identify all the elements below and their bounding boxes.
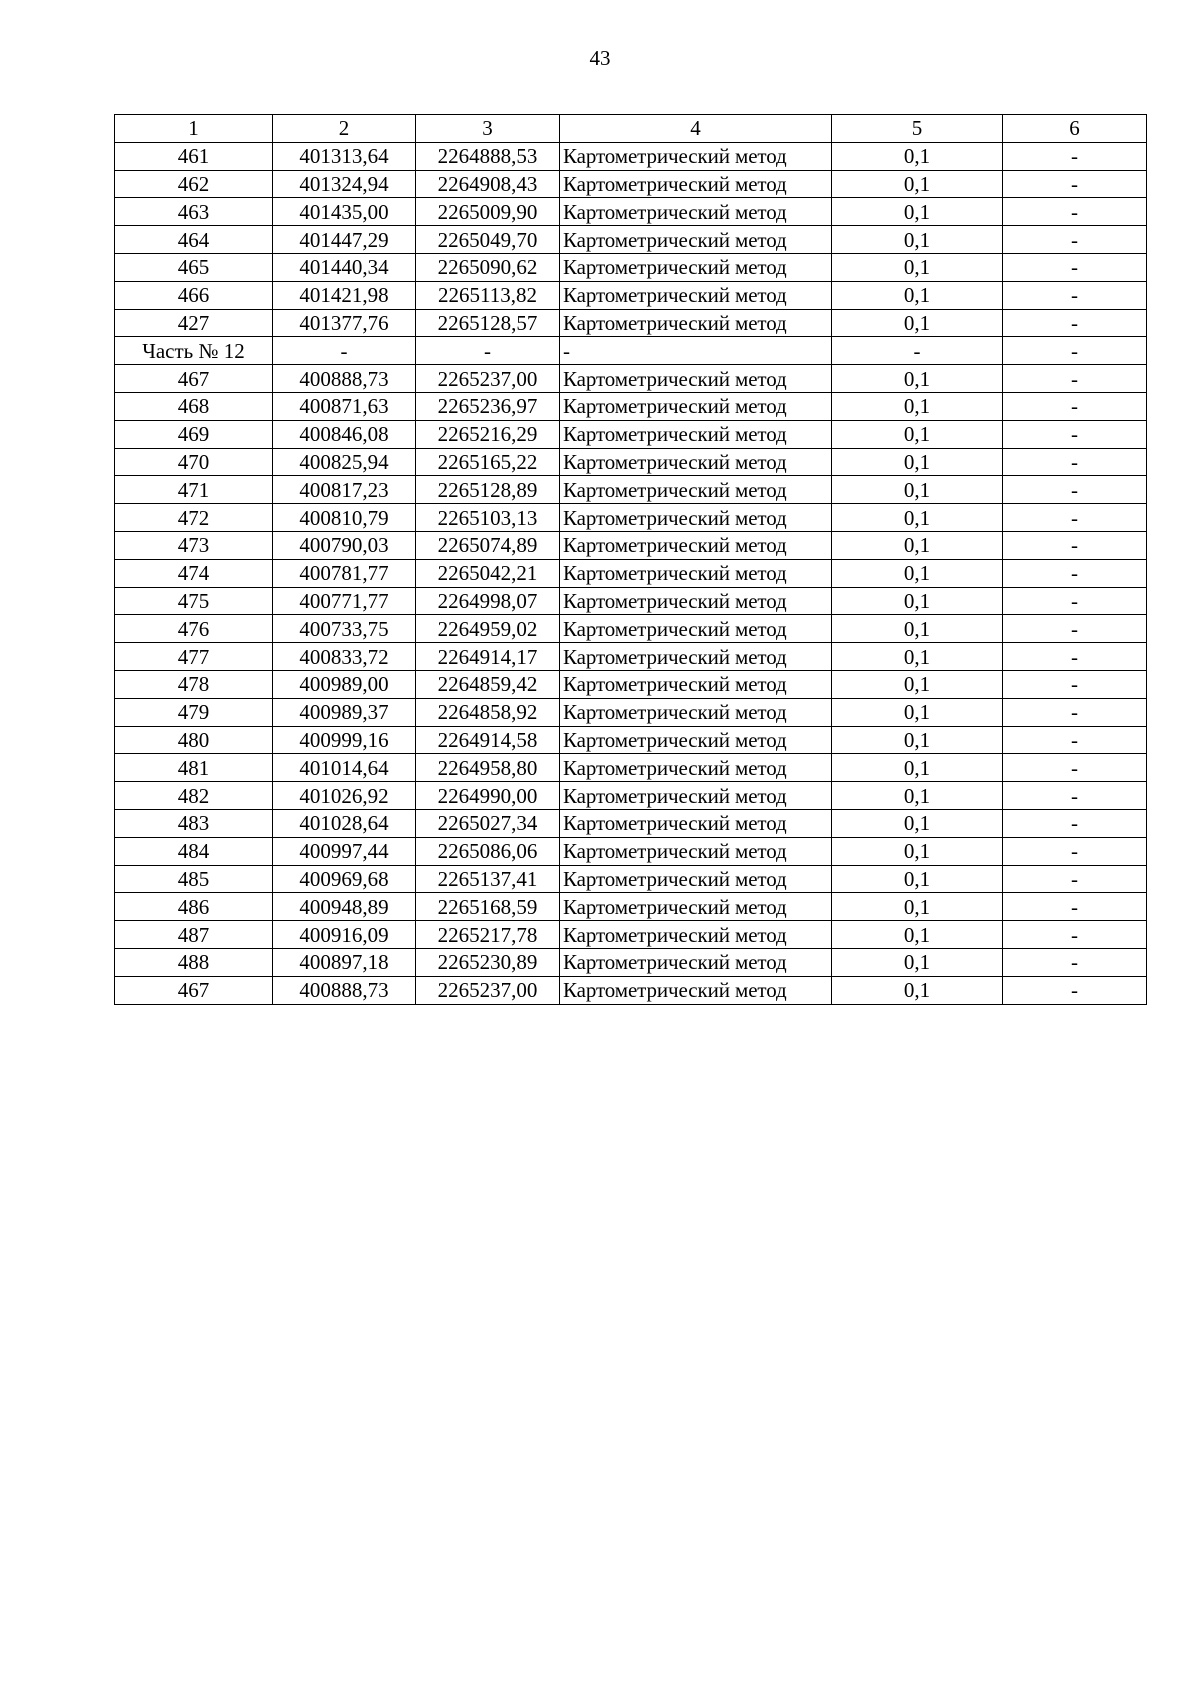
- coordinate-x-cell: 400846,08: [273, 420, 416, 448]
- note-cell: -: [1003, 420, 1147, 448]
- coordinate-x-cell: 401014,64: [273, 754, 416, 782]
- column-header-3: 3: [416, 115, 560, 143]
- method-cell: Картометрический метод: [560, 976, 832, 1004]
- note-cell: -: [1003, 504, 1147, 532]
- table-row: [115, 504, 1147, 532]
- section-row: [115, 337, 1147, 365]
- table-row: [115, 698, 1147, 726]
- point-number-cell: 487: [115, 921, 273, 949]
- table-row: [115, 809, 1147, 837]
- method-cell: Картометрический метод: [560, 476, 832, 504]
- accuracy-cell: 0,1: [832, 142, 1003, 170]
- method-cell: Картометрический метод: [560, 309, 832, 337]
- method-cell: Картометрический метод: [560, 504, 832, 532]
- note-cell: -: [1003, 226, 1147, 254]
- coordinate-y-cell: 2265137,41: [416, 865, 560, 893]
- coordinate-x-cell: 400833,72: [273, 643, 416, 671]
- point-number-cell: 484: [115, 837, 273, 865]
- coordinate-x-cell: 400969,68: [273, 865, 416, 893]
- method-cell: Картометрический метод: [560, 809, 832, 837]
- table-row: [115, 476, 1147, 504]
- note-cell: -: [1003, 948, 1147, 976]
- note-cell: -: [1003, 142, 1147, 170]
- coordinate-y-cell: 2265090,62: [416, 253, 560, 281]
- note-cell: -: [1003, 698, 1147, 726]
- page-number: 43: [589, 46, 611, 70]
- accuracy-cell: 0,1: [832, 309, 1003, 337]
- coordinate-x-cell: -: [273, 337, 416, 365]
- method-cell: Картометрический метод: [560, 698, 832, 726]
- coordinate-y-cell: -: [416, 337, 560, 365]
- point-number-cell: 427: [115, 309, 273, 337]
- accuracy-cell: 0,1: [832, 670, 1003, 698]
- note-cell: -: [1003, 392, 1147, 420]
- point-number-cell: 465: [115, 253, 273, 281]
- method-cell: Картометрический метод: [560, 226, 832, 254]
- accuracy-cell: 0,1: [832, 893, 1003, 921]
- note-cell: -: [1003, 837, 1147, 865]
- table-header: [115, 115, 1147, 143]
- table-row: [115, 893, 1147, 921]
- point-number-cell: 467: [115, 976, 273, 1004]
- method-cell: Картометрический метод: [560, 948, 832, 976]
- column-header-6: 6: [1003, 115, 1147, 143]
- accuracy-cell: 0,1: [832, 559, 1003, 587]
- table-row: [115, 309, 1147, 337]
- method-cell: Картометрический метод: [560, 198, 832, 226]
- note-cell: -: [1003, 893, 1147, 921]
- accuracy-cell: 0,1: [832, 281, 1003, 309]
- accuracy-cell: 0,1: [832, 253, 1003, 281]
- accuracy-cell: 0,1: [832, 170, 1003, 198]
- coordinate-x-cell: 401324,94: [273, 170, 416, 198]
- accuracy-cell: 0,1: [832, 392, 1003, 420]
- coordinate-y-cell: 2265165,22: [416, 448, 560, 476]
- table-row: [115, 253, 1147, 281]
- coordinate-y-cell: 2265113,82: [416, 281, 560, 309]
- note-cell: -: [1003, 643, 1147, 671]
- coordinate-x-cell: 400989,37: [273, 698, 416, 726]
- accuracy-cell: 0,1: [832, 615, 1003, 643]
- point-number-cell: 462: [115, 170, 273, 198]
- point-number-cell: 482: [115, 782, 273, 810]
- method-cell: Картометрический метод: [560, 670, 832, 698]
- note-cell: -: [1003, 670, 1147, 698]
- column-header-4: 4: [560, 115, 832, 143]
- coordinate-x-cell: 400810,79: [273, 504, 416, 532]
- table-row: [115, 976, 1147, 1004]
- table-row: [115, 559, 1147, 587]
- accuracy-cell: 0,1: [832, 837, 1003, 865]
- method-cell: Картометрический метод: [560, 921, 832, 949]
- point-number-cell: 485: [115, 865, 273, 893]
- header-row: [115, 115, 1147, 143]
- point-number-cell: 474: [115, 559, 273, 587]
- coordinate-y-cell: 2265237,00: [416, 365, 560, 393]
- coordinate-y-cell: 2264859,42: [416, 670, 560, 698]
- accuracy-cell: 0,1: [832, 504, 1003, 532]
- note-cell: -: [1003, 170, 1147, 198]
- accuracy-cell: -: [832, 337, 1003, 365]
- table-body: [115, 142, 1147, 1004]
- method-cell: -: [560, 337, 832, 365]
- method-cell: Картометрический метод: [560, 865, 832, 893]
- coordinate-x-cell: 400888,73: [273, 976, 416, 1004]
- coordinate-x-cell: 400989,00: [273, 670, 416, 698]
- table-row: [115, 948, 1147, 976]
- point-number-cell: 461: [115, 142, 273, 170]
- note-cell: -: [1003, 809, 1147, 837]
- accuracy-cell: 0,1: [832, 587, 1003, 615]
- method-cell: Картометрический метод: [560, 726, 832, 754]
- note-cell: -: [1003, 448, 1147, 476]
- coordinate-x-cell: 400997,44: [273, 837, 416, 865]
- note-cell: -: [1003, 865, 1147, 893]
- coordinate-x-cell: 400817,23: [273, 476, 416, 504]
- coordinate-x-cell: 401440,34: [273, 253, 416, 281]
- coordinate-y-cell: 2264998,07: [416, 587, 560, 615]
- accuracy-cell: 0,1: [832, 782, 1003, 810]
- note-cell: -: [1003, 587, 1147, 615]
- method-cell: Картометрический метод: [560, 893, 832, 921]
- coordinate-y-cell: 2265009,90: [416, 198, 560, 226]
- note-cell: -: [1003, 253, 1147, 281]
- coordinate-y-cell: 2265103,13: [416, 504, 560, 532]
- accuracy-cell: 0,1: [832, 976, 1003, 1004]
- method-cell: Картометрический метод: [560, 837, 832, 865]
- coordinate-y-cell: 2264959,02: [416, 615, 560, 643]
- table-row: [115, 365, 1147, 393]
- method-cell: Картометрический метод: [560, 392, 832, 420]
- coordinate-x-cell: 401447,29: [273, 226, 416, 254]
- coordinate-y-cell: 2264888,53: [416, 142, 560, 170]
- point-number-cell: 466: [115, 281, 273, 309]
- method-cell: Картометрический метод: [560, 253, 832, 281]
- method-cell: Картометрический метод: [560, 448, 832, 476]
- coordinate-y-cell: 2264914,17: [416, 643, 560, 671]
- point-number-cell: 481: [115, 754, 273, 782]
- note-cell: -: [1003, 337, 1147, 365]
- point-number-cell: 467: [115, 365, 273, 393]
- table-row: [115, 170, 1147, 198]
- accuracy-cell: 0,1: [832, 531, 1003, 559]
- coordinate-y-cell: 2265074,89: [416, 531, 560, 559]
- point-number-cell: 483: [115, 809, 273, 837]
- point-number-cell: 480: [115, 726, 273, 754]
- method-cell: Картометрический метод: [560, 170, 832, 198]
- accuracy-cell: 0,1: [832, 921, 1003, 949]
- point-number-cell: 476: [115, 615, 273, 643]
- accuracy-cell: 0,1: [832, 865, 1003, 893]
- coordinate-y-cell: 2265128,89: [416, 476, 560, 504]
- accuracy-cell: 0,1: [832, 643, 1003, 671]
- table-row: [115, 643, 1147, 671]
- coordinate-y-cell: 2265128,57: [416, 309, 560, 337]
- coordinate-x-cell: 400825,94: [273, 448, 416, 476]
- coordinate-y-cell: 2264908,43: [416, 170, 560, 198]
- note-cell: -: [1003, 198, 1147, 226]
- table-row: [115, 670, 1147, 698]
- table-row: [115, 281, 1147, 309]
- method-cell: Картометрический метод: [560, 531, 832, 559]
- table-row: [115, 726, 1147, 754]
- point-number-cell: 488: [115, 948, 273, 976]
- accuracy-cell: 0,1: [832, 698, 1003, 726]
- table-row: [115, 531, 1147, 559]
- table-row: [115, 587, 1147, 615]
- point-number-cell: 473: [115, 531, 273, 559]
- note-cell: -: [1003, 365, 1147, 393]
- coordinate-x-cell: 400733,75: [273, 615, 416, 643]
- point-number-cell: 471: [115, 476, 273, 504]
- table-row: [115, 782, 1147, 810]
- table-row: [115, 754, 1147, 782]
- column-header-1: 1: [115, 115, 273, 143]
- note-cell: -: [1003, 754, 1147, 782]
- coordinate-x-cell: 401435,00: [273, 198, 416, 226]
- accuracy-cell: 0,1: [832, 754, 1003, 782]
- accuracy-cell: 0,1: [832, 476, 1003, 504]
- coordinate-y-cell: 2264858,92: [416, 698, 560, 726]
- accuracy-cell: 0,1: [832, 198, 1003, 226]
- accuracy-cell: 0,1: [832, 420, 1003, 448]
- coordinate-x-cell: 400948,89: [273, 893, 416, 921]
- column-header-5: 5: [832, 115, 1003, 143]
- accuracy-cell: 0,1: [832, 726, 1003, 754]
- coordinate-x-cell: 401377,76: [273, 309, 416, 337]
- coordinate-y-cell: 2265086,06: [416, 837, 560, 865]
- accuracy-cell: 0,1: [832, 809, 1003, 837]
- table-row: [115, 615, 1147, 643]
- method-cell: Картометрический метод: [560, 281, 832, 309]
- coordinate-y-cell: 2265049,70: [416, 226, 560, 254]
- note-cell: -: [1003, 309, 1147, 337]
- coordinate-x-cell: 400781,77: [273, 559, 416, 587]
- method-cell: Картометрический метод: [560, 142, 832, 170]
- point-number-cell: 470: [115, 448, 273, 476]
- point-number-cell: 463: [115, 198, 273, 226]
- method-cell: Картометрический метод: [560, 420, 832, 448]
- point-number-cell: 479: [115, 698, 273, 726]
- point-number-cell: 468: [115, 392, 273, 420]
- coordinate-y-cell: 2265042,21: [416, 559, 560, 587]
- method-cell: Картометрический метод: [560, 559, 832, 587]
- method-cell: Картометрический метод: [560, 615, 832, 643]
- accuracy-cell: 0,1: [832, 365, 1003, 393]
- method-cell: Картометрический метод: [560, 587, 832, 615]
- note-cell: -: [1003, 476, 1147, 504]
- note-cell: -: [1003, 976, 1147, 1004]
- coordinate-x-cell: 400888,73: [273, 365, 416, 393]
- point-number-cell: 486: [115, 893, 273, 921]
- coordinate-x-cell: 401028,64: [273, 809, 416, 837]
- coordinate-y-cell: 2265217,78: [416, 921, 560, 949]
- method-cell: Картометрический метод: [560, 365, 832, 393]
- column-header-2: 2: [273, 115, 416, 143]
- note-cell: -: [1003, 559, 1147, 587]
- note-cell: -: [1003, 726, 1147, 754]
- table-row: [115, 921, 1147, 949]
- coordinates-table: [114, 114, 1147, 1005]
- note-cell: -: [1003, 531, 1147, 559]
- accuracy-cell: 0,1: [832, 448, 1003, 476]
- point-number-cell: 472: [115, 504, 273, 532]
- note-cell: -: [1003, 782, 1147, 810]
- table-row: [115, 198, 1147, 226]
- coordinate-x-cell: 400916,09: [273, 921, 416, 949]
- point-number-cell: 469: [115, 420, 273, 448]
- table-row: [115, 865, 1147, 893]
- table-row: [115, 837, 1147, 865]
- coordinate-y-cell: 2265216,29: [416, 420, 560, 448]
- coordinate-y-cell: 2264914,58: [416, 726, 560, 754]
- table-row: [115, 142, 1147, 170]
- coordinate-y-cell: 2265236,97: [416, 392, 560, 420]
- coordinate-x-cell: 400771,77: [273, 587, 416, 615]
- point-number-cell: 475: [115, 587, 273, 615]
- point-number-cell: Часть № 12: [115, 337, 273, 365]
- note-cell: -: [1003, 615, 1147, 643]
- coordinate-x-cell: 400897,18: [273, 948, 416, 976]
- note-cell: -: [1003, 921, 1147, 949]
- table-row: [115, 420, 1147, 448]
- coordinate-x-cell: 401026,92: [273, 782, 416, 810]
- coordinate-x-cell: 401313,64: [273, 142, 416, 170]
- coordinate-x-cell: 400871,63: [273, 392, 416, 420]
- coordinate-y-cell: 2265168,59: [416, 893, 560, 921]
- point-number-cell: 477: [115, 643, 273, 671]
- table-row: [115, 392, 1147, 420]
- coordinate-y-cell: 2265027,34: [416, 809, 560, 837]
- method-cell: Картометрический метод: [560, 782, 832, 810]
- note-cell: -: [1003, 281, 1147, 309]
- coordinate-y-cell: 2265237,00: [416, 976, 560, 1004]
- table-row: [115, 226, 1147, 254]
- coordinate-x-cell: 401421,98: [273, 281, 416, 309]
- accuracy-cell: 0,1: [832, 226, 1003, 254]
- point-number-cell: 478: [115, 670, 273, 698]
- method-cell: Картометрический метод: [560, 754, 832, 782]
- accuracy-cell: 0,1: [832, 948, 1003, 976]
- table-row: [115, 448, 1147, 476]
- method-cell: Картометрический метод: [560, 643, 832, 671]
- coordinate-y-cell: 2265230,89: [416, 948, 560, 976]
- coordinate-x-cell: 400790,03: [273, 531, 416, 559]
- coordinate-y-cell: 2264958,80: [416, 754, 560, 782]
- coordinate-x-cell: 400999,16: [273, 726, 416, 754]
- point-number-cell: 464: [115, 226, 273, 254]
- coordinate-y-cell: 2264990,00: [416, 782, 560, 810]
